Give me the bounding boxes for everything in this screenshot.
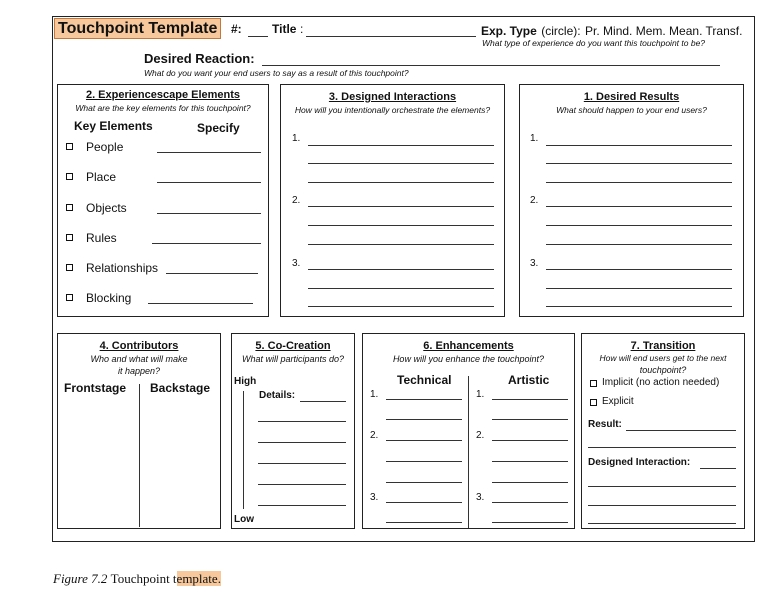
artistic-2-line[interactable]: [492, 461, 568, 462]
people-specify-field[interactable]: [157, 152, 261, 153]
designed-interactions-heading: 3. Designed Interactions: [328, 91, 457, 103]
option-explicit: Explicit: [602, 396, 634, 407]
caption-highlight: emplate.: [176, 571, 221, 586]
element-people: People: [86, 140, 124, 154]
enhancements-question: How will you enhance the touchpoint?: [392, 354, 545, 364]
details-line[interactable]: [258, 505, 346, 506]
artistic-number-2: 2.: [476, 430, 485, 441]
technical-number-3: 3.: [370, 492, 379, 503]
technical-1-line[interactable]: [386, 419, 462, 420]
exp-type-hint: (circle):: [541, 24, 581, 38]
desired-results-heading: 1. Desired Results: [583, 91, 680, 103]
enhancements-divider: [468, 376, 469, 528]
transition-question-1: How will end users get to the next: [599, 353, 727, 363]
blocking-specify-field[interactable]: [148, 303, 253, 304]
designed-interactions-question: How will you intentionally orchestrate the elements?: [294, 105, 491, 115]
result-1-line[interactable]: [546, 182, 732, 183]
desired-results-box: [519, 84, 744, 317]
objects-specify-field[interactable]: [157, 213, 261, 214]
exp-type-options[interactable]: Pr. Mind. Mem. Mean. Transf.: [585, 24, 743, 38]
artistic-1-line[interactable]: [492, 419, 568, 420]
title-field[interactable]: [306, 36, 476, 37]
result-field[interactable]: [626, 430, 736, 431]
option-implicit: Implicit (no action needed): [602, 377, 720, 388]
designed-interaction-field[interactable]: [700, 468, 736, 469]
figure-number: Figure 7.2: [53, 571, 108, 586]
contributors-question-2: it happen?: [117, 366, 161, 376]
artistic-1-line[interactable]: [492, 399, 568, 400]
implicit-checkbox[interactable]: [590, 380, 597, 387]
title-label: Title: [272, 22, 297, 36]
artistic-2-line[interactable]: [492, 482, 568, 483]
designed-interaction-field[interactable]: [588, 486, 736, 487]
result-3-line[interactable]: [546, 288, 732, 289]
contributors-divider: [139, 384, 140, 527]
exp-type-question: What type of experience do you want this touchpoint to be?: [482, 38, 706, 48]
element-place: Place: [86, 170, 117, 184]
desired-reaction-field[interactable]: [262, 65, 720, 66]
template-title-text: Touchpoint Template: [54, 18, 221, 39]
cocreation-high: High: [234, 376, 257, 387]
interaction-2-line[interactable]: [308, 244, 494, 245]
frontstage-header: Frontstage: [64, 381, 127, 395]
cocreation-scale: [243, 391, 244, 509]
artistic-number-1: 1.: [476, 389, 485, 400]
element-rules: Rules: [86, 231, 117, 245]
technical-1-line[interactable]: [386, 399, 462, 400]
interaction-3-line[interactable]: [308, 306, 494, 307]
figure-caption: [53, 571, 221, 587]
technical-number-1: 1.: [370, 389, 379, 400]
enhancements-heading: 6. Enhancements: [423, 340, 514, 352]
caption-text: Touchpoint t: [110, 571, 177, 586]
experiencescape-heading: 2. Experiencescape Elements: [85, 89, 241, 101]
designed-interaction-label: Designed Interaction:: [588, 457, 691, 468]
element-relationships: Relationships: [86, 261, 159, 275]
number-label: #:: [231, 22, 242, 36]
technical-2-line[interactable]: [386, 440, 462, 441]
result-number-2: 2.: [530, 195, 539, 206]
technical-3-line[interactable]: [386, 522, 462, 523]
designed-interaction-field[interactable]: [588, 523, 736, 524]
result-1-line[interactable]: [546, 145, 732, 146]
interaction-2-line[interactable]: [308, 225, 494, 226]
key-elements-header: Key Elements: [74, 119, 153, 133]
element-blocking: Blocking: [86, 291, 132, 305]
details-line[interactable]: [258, 421, 346, 422]
result-label: Result:: [588, 419, 622, 430]
cocreation-low: Low: [234, 514, 254, 525]
people-checkbox[interactable]: [66, 143, 73, 150]
number-field[interactable]: [248, 36, 268, 37]
interaction-number-2: 2.: [292, 195, 301, 206]
backstage-header: Backstage: [150, 381, 211, 395]
artistic-3-line[interactable]: [492, 522, 568, 523]
rules-checkbox[interactable]: [66, 234, 73, 241]
technical-2-line[interactable]: [386, 482, 462, 483]
interaction-3-line[interactable]: [308, 269, 494, 270]
details-label: Details:: [259, 390, 296, 401]
technical-3-line[interactable]: [386, 502, 462, 503]
interaction-3-line[interactable]: [308, 288, 494, 289]
contributors-heading: 4. Contributors: [99, 340, 179, 352]
element-objects: Objects: [86, 201, 127, 215]
desired-reaction-label: Desired Reaction:: [144, 51, 255, 66]
relationships-specify-field[interactable]: [166, 273, 258, 274]
result-2-line[interactable]: [546, 225, 732, 226]
artistic-header: Artistic: [508, 373, 550, 387]
explicit-checkbox[interactable]: [590, 399, 597, 406]
result-3-line[interactable]: [546, 306, 732, 307]
artistic-3-line[interactable]: [492, 502, 568, 503]
result-number-1: 1.: [530, 133, 539, 144]
artistic-number-3: 3.: [476, 492, 485, 503]
result-1-line[interactable]: [546, 163, 732, 164]
place-checkbox[interactable]: [66, 173, 73, 180]
technical-number-2: 2.: [370, 430, 379, 441]
interaction-1-line[interactable]: [308, 182, 494, 183]
contributors-question-1: Who and what will make: [90, 354, 188, 364]
objects-checkbox[interactable]: [66, 204, 73, 211]
interaction-1-line[interactable]: [308, 163, 494, 164]
interaction-number-1: 1.: [292, 133, 301, 144]
specify-header: Specify: [197, 121, 240, 135]
transition-heading: 7. Transition: [630, 340, 696, 352]
blocking-checkbox[interactable]: [66, 294, 73, 301]
cocreation-heading: 5. Co-Creation: [255, 340, 331, 352]
experiencescape-question: What are the key elements for this touchpoint?: [75, 103, 251, 113]
artistic-2-line[interactable]: [492, 440, 568, 441]
details-line[interactable]: [300, 401, 346, 402]
place-specify-field[interactable]: [157, 182, 261, 183]
relationships-checkbox[interactable]: [66, 264, 73, 271]
result-2-line[interactable]: [546, 244, 732, 245]
result-2-line[interactable]: [546, 206, 732, 207]
template-title: [54, 20, 221, 38]
result-field[interactable]: [588, 447, 736, 448]
technical-2-line[interactable]: [386, 461, 462, 462]
desired-results-question: What should happen to your end users?: [556, 105, 707, 115]
details-line[interactable]: [258, 463, 346, 464]
designed-interactions-box: [280, 84, 505, 317]
interaction-number-3: 3.: [292, 258, 301, 269]
result-3-line[interactable]: [546, 269, 732, 270]
rules-specify-field[interactable]: [152, 243, 261, 244]
result-number-3: 3.: [530, 258, 539, 269]
interaction-2-line[interactable]: [308, 206, 494, 207]
details-line[interactable]: [258, 442, 346, 443]
desired-reaction-question: What do you want your end users to say as a result of this touchpoint?: [144, 68, 409, 78]
designed-interaction-field[interactable]: [588, 505, 736, 506]
exp-type-label: Exp. Type: [481, 24, 537, 38]
technical-header: Technical: [397, 373, 452, 387]
interaction-1-line[interactable]: [308, 145, 494, 146]
details-line[interactable]: [258, 484, 346, 485]
transition-question-2: touchpoint?: [639, 365, 687, 375]
cocreation-question: What will participants do?: [241, 354, 345, 364]
